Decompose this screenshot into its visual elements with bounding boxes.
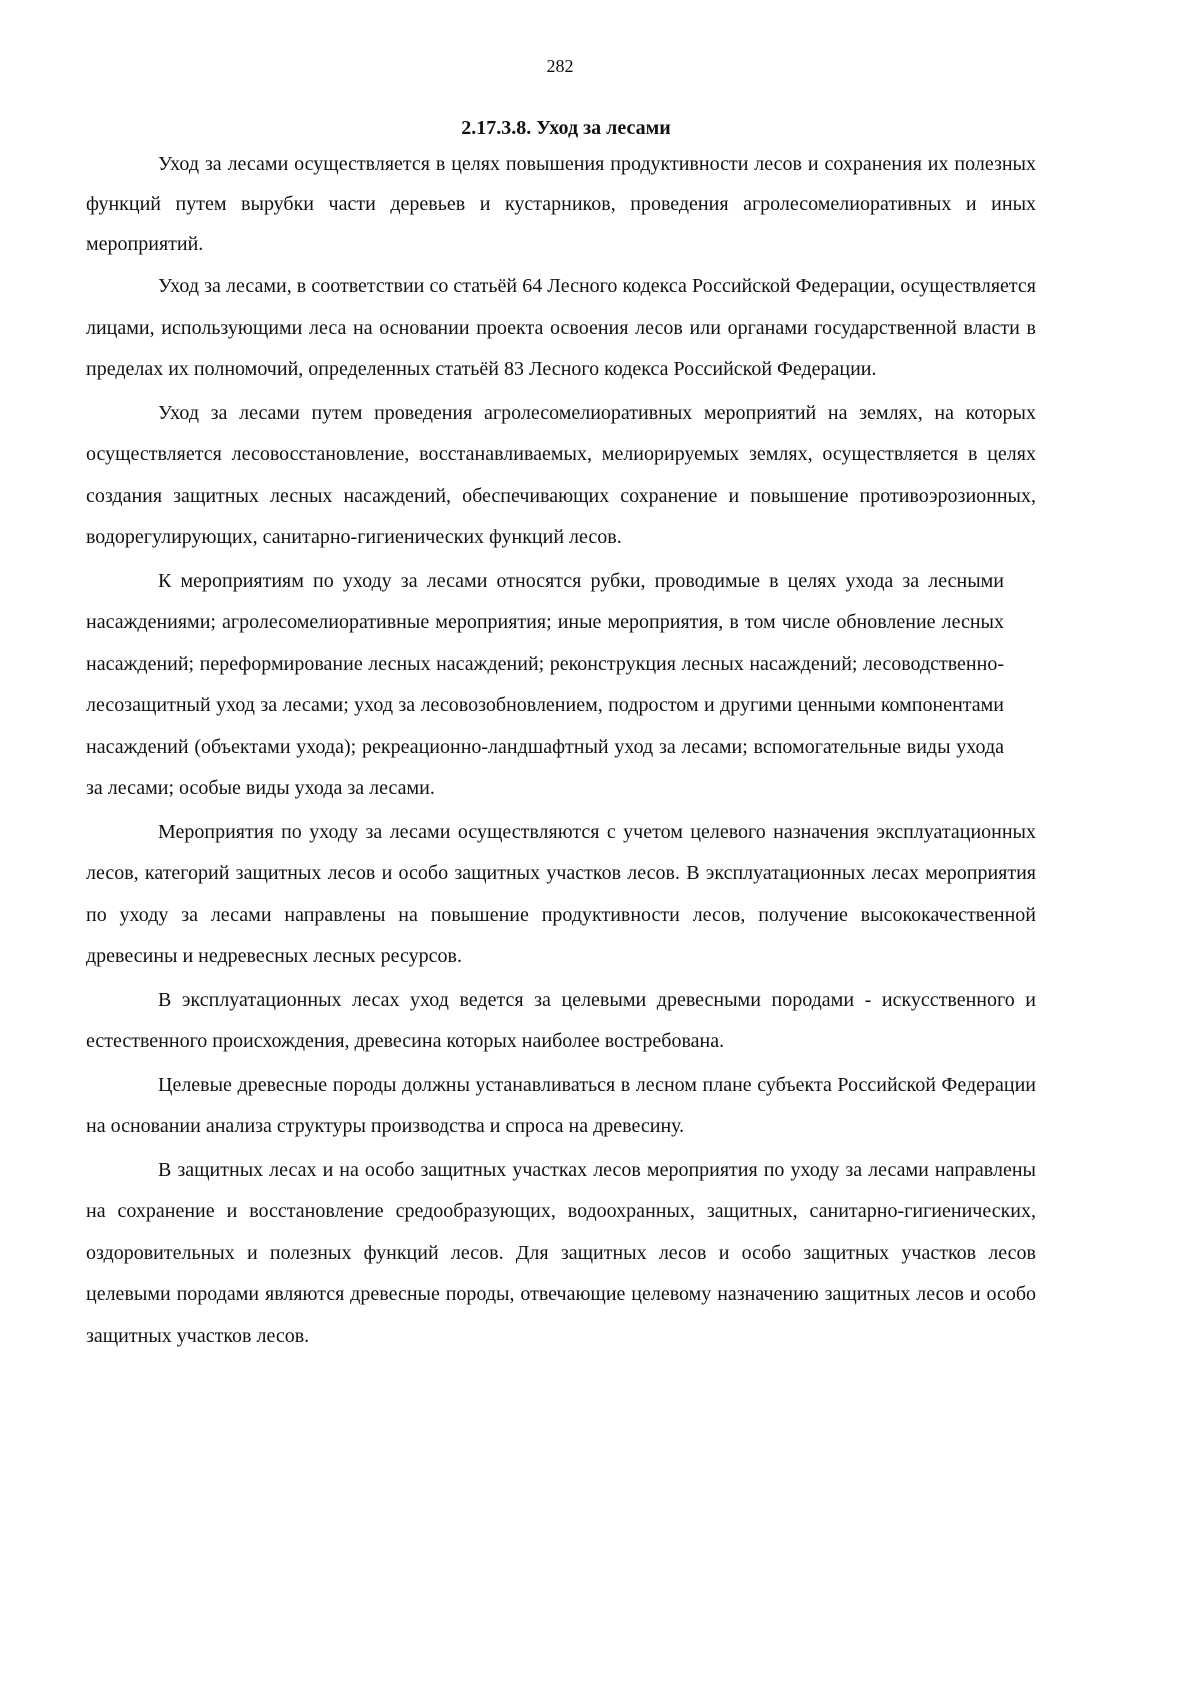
paragraph-3: Уход за лесами путем проведения агролесомелиоративных мероприятий на землях, на которых осуществляется лесовосстановление, восстанавливаемых, мелиорируемых землях, осуществляется в целях создания защитных лесных насаждений, обеспечивающих сохранение и повышение противоэрозионных, водорегулирующих, санитарно-гигиенических функций лесов. (86, 401, 1036, 548)
paragraph-6: В эксплуатационных лесах уход ведется за целевыми древесными породами - искусственного и естественного происхождения, древесина которых наиболее востребована. (86, 988, 1036, 1052)
paragraph-7: Целевые древесные породы должны устанавливаться в лесном плане субъекта Российской Федерации на основании анализа структуры производства и спроса на древесину. (86, 1073, 1036, 1137)
section-heading: 2.17.3.8. Уход за лесами (461, 117, 671, 139)
paragraph-8: В защитных лесах и на особо защитных участках лесов мероприятия по уходу за лесами направлены на сохранение и восстановление средообразующих, водоохранных, защитных, санитарно-гигиенических, оздоровительных и полезных функций лесов. Для защитных лесов и особо защитных участков лесов целевыми породами являются древесные породы, отвечающие целевому назначению защитных лесов и особо защитных участков лесов. (86, 1158, 1036, 1347)
document-body (86, 114, 1036, 1359)
paragraph-1: Уход за лесами осуществляется в целях повышения продуктивности лесов и сохранения их полезных функций путем вырубки части деревьев и кустарников, проведения агролесомелиоративных и иных мероприятий. (86, 153, 1036, 255)
page-number: 282 (546, 56, 574, 76)
paragraph-4: К мероприятиям по уходу за лесами относятся рубки, проводимые в целях ухода за лесными насаждениями; агролесомелиоративные мероприятия; иные мероприятия, в том числе обновление лесных насаждений; переформирование лесных насаждений; реконструкция лесных насаждений; лесоводственно-лесозащитный уход за лесами; уход за лесовозобновлением, подростом и другими ценными компонентами насаждений (объектами ухода); рекреационно-ландшафтный уход за лесами; вспомогательные виды ухода за лесами; особые виды ухода за лесами. (86, 569, 1004, 799)
paragraph-5: Мероприятия по уходу за лесами осуществляются с учетом целевого назначения эксплуатационных лесов, категорий защитных лесов и особо защитных участков лесов. В эксплуатационных лесах мероприятия по уходу за лесами направлены на повышение продуктивности лесов, получение высококачественной древесины и недревесных лесных ресурсов. (86, 820, 1036, 967)
paragraph-2: Уход за лесами, в соответствии со статьёй 64 Лесного кодекса Российской Федерации, осуществляется лицами, использующими леса на основании проекта освоения лесов или органами государственной власти в пределах их полномочий, определенных статьёй 83 Лесного кодекса Российской Федерации. (86, 275, 1036, 380)
